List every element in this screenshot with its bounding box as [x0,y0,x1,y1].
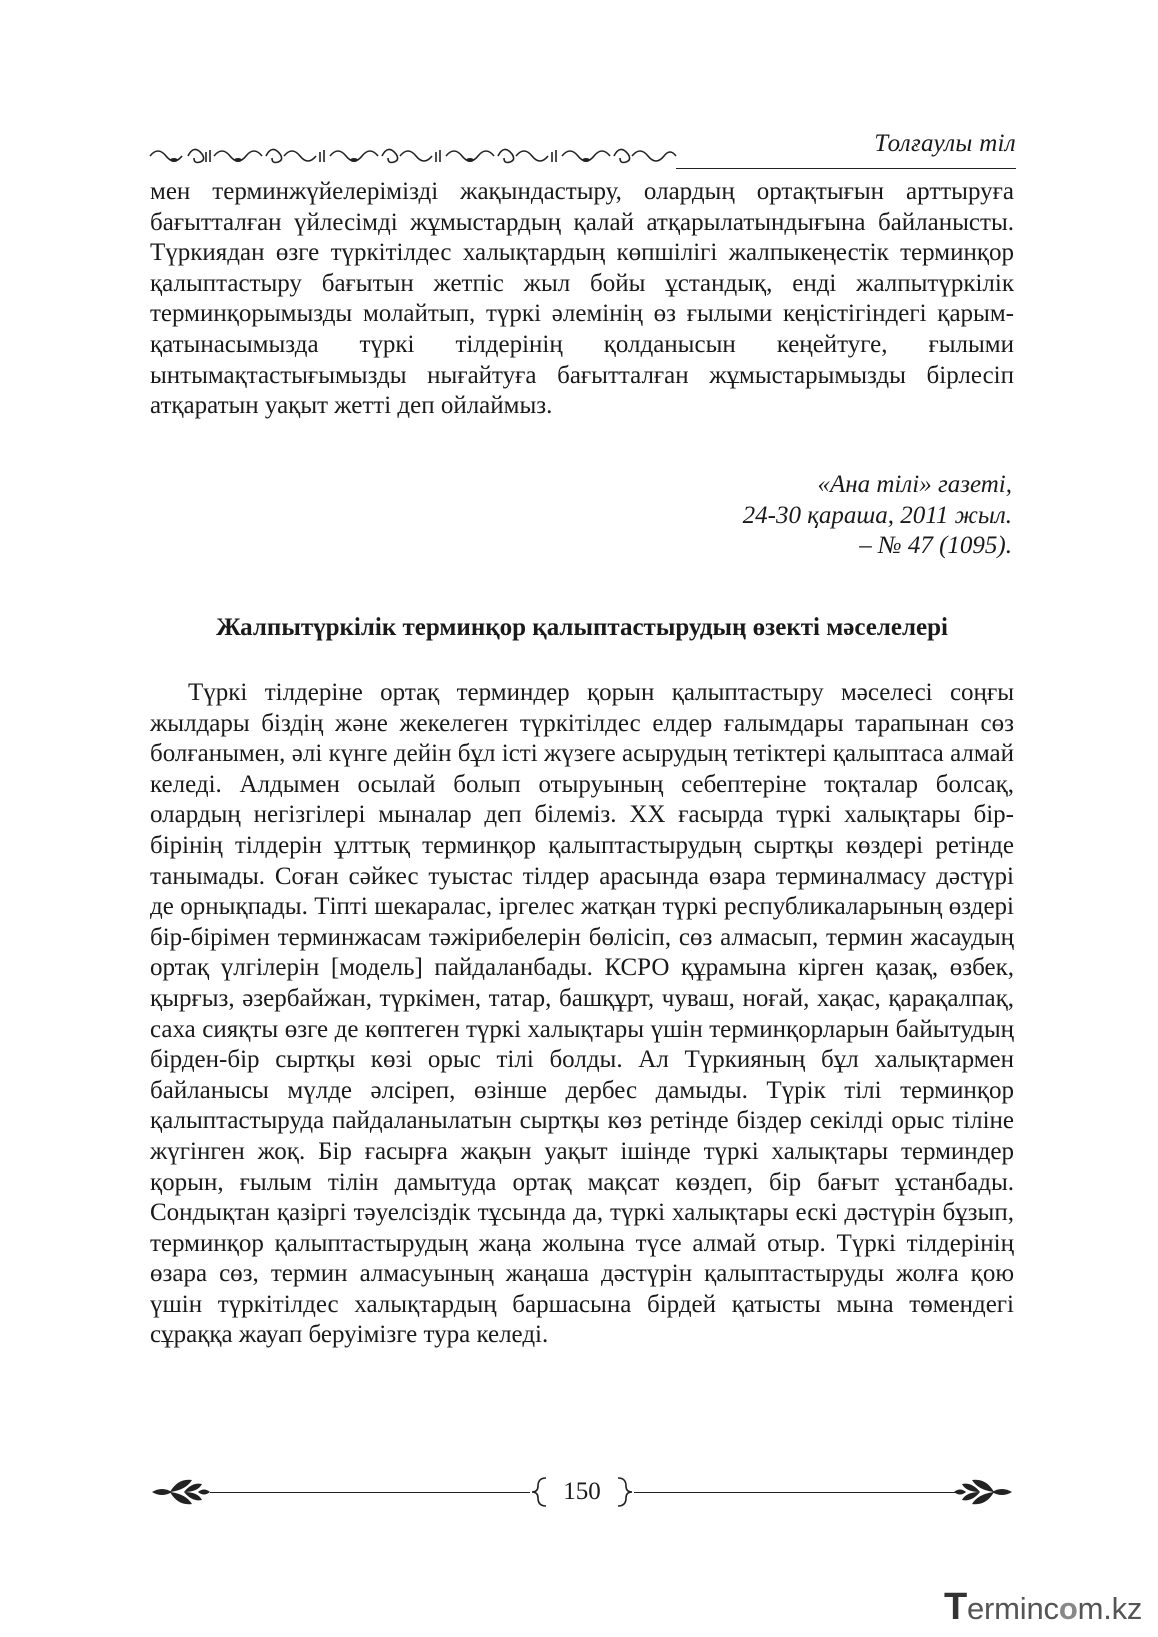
header-divider [676,168,1016,169]
continuation-paragraph: мен терминжүйелерімізді жақындастыру, олардың ортақтығын арттыруға бағытталған үйлесімді жұмыстардың қалай атқарылатындығына байланысты. Түркиядан өзге түркітілдес халықтардың көпшілігі жалпыкеңестік терминқор қалыптастыру бағытын жетпіс жыл бойы ұстандық, енді жалпытүркілік терминқорымызды молайтып, түркі әлемінің өз ғылыми кеңістігіндегі қарым-қатынасымызда түркі тілдерінің қолданысын кеңейтуге, ғылыми ынтымақтастығымызды нығайтуға бағытталған жұмыстарымызды бірлесіп атқаратын уақыт жетті деп ойлаймыз. [150,178,1014,420]
section-heading: Жалпытүркілік терминқор қалыптастырудың өзекті мәселелері [216,614,948,641]
left-leaf-ornament-icon [148,1476,218,1508]
source-line-1: «Ана тілі» газеті, [817,471,1012,498]
running-header-title: Толғаулы тіл [874,130,1016,157]
page-number-frame [532,1476,632,1508]
source-citation [743,470,1012,562]
page-footer [148,1472,1016,1512]
running-header [148,130,1016,174]
right-leaf-ornament-icon [946,1476,1016,1508]
body-paragraph: Түркі тілдеріне ортақ терминдер қорын қалыптастыру мәселесі соңғы жылдары біздің және жекелеген түркітілдес елдер ғалымдары тарапынан сөз болғанымен, әлі күнге дейін бұл істі жүзеге асырудың тетіктері қалыптаса алмай келеді. Алдымен осылай болып отыруының себептеріне тоқталар болсақ, олардың негізгілері мыналар деп білеміз. XX ғасырда түркі халықтары бір-бірінің тілдерін ұлттық терминқор қалыптастырудың сыртқы көздері ретінде танымады. Соған сәйкес туыстас тілдер арасында өзара терминалмасу дәстүрі де орнықпады. Тіпті шекаралас, іргелес жатқан түркі республикаларының өздері бір-бірімен терминжасам тәжірибелерін бөлісіп, сөз алмасып, термин жасаудың ортақ үлгілерін [модель] пайдаланбады. КСРО құрамына кірген қазақ, өзбек, қырғыз, әзербайжан, түркімен, татар, башқұрт, чуваш, ноғай, хақас, қарақалпақ, саха сияқты өзге де көптеген түркі халықтары үшін терминқорларын байытудың бірден-бір сыртқы көзі орыс тілі болды. Ал Түркияның бұл халықтармен байланысы мүлде әлсіреп, өзінше дербес дамыды. Түрік тілі терминқор қалыптастыруда пайдаланылатын сыртқы көз ретінде біздер секілді орыс тіліне жүгінген жоқ. Бір ғасырға жақын уақыт ішінде түркі халықтары терминдер қорын, ғылым тілін дамытуда ортақ мақсат көздеп, бір бағыт ұстанбады. Сондықтан қазіргі тәуелсіздік тұсында да, түркі халықтары ескі дәстүрін бұзып, терминқор қалыптастырудың жаңа жолына түсе алмай отыр. Түркі тілдерінің өзара сөз, термин алмасуының жаңаша дәстүрін қалыптастыруды жолға қою үшін түркітілдес халықтардың баршасына бірдей қатысты мына төмендегі сұраққа жауап беруімізге тура келеді. [150,679,1014,1349]
scroll-ornament-icon [148,138,678,168]
source-line-2: 24-30 қараша, 2011 жыл. [742,501,1012,529]
source-line-3: – № 47 (1095). [859,532,1012,560]
page-number: 150 [563,1478,601,1505]
footer-rule-left [210,1492,530,1493]
footer-rule-right [634,1492,956,1493]
site-watermark: Termincom.kz [944,1586,1143,1628]
